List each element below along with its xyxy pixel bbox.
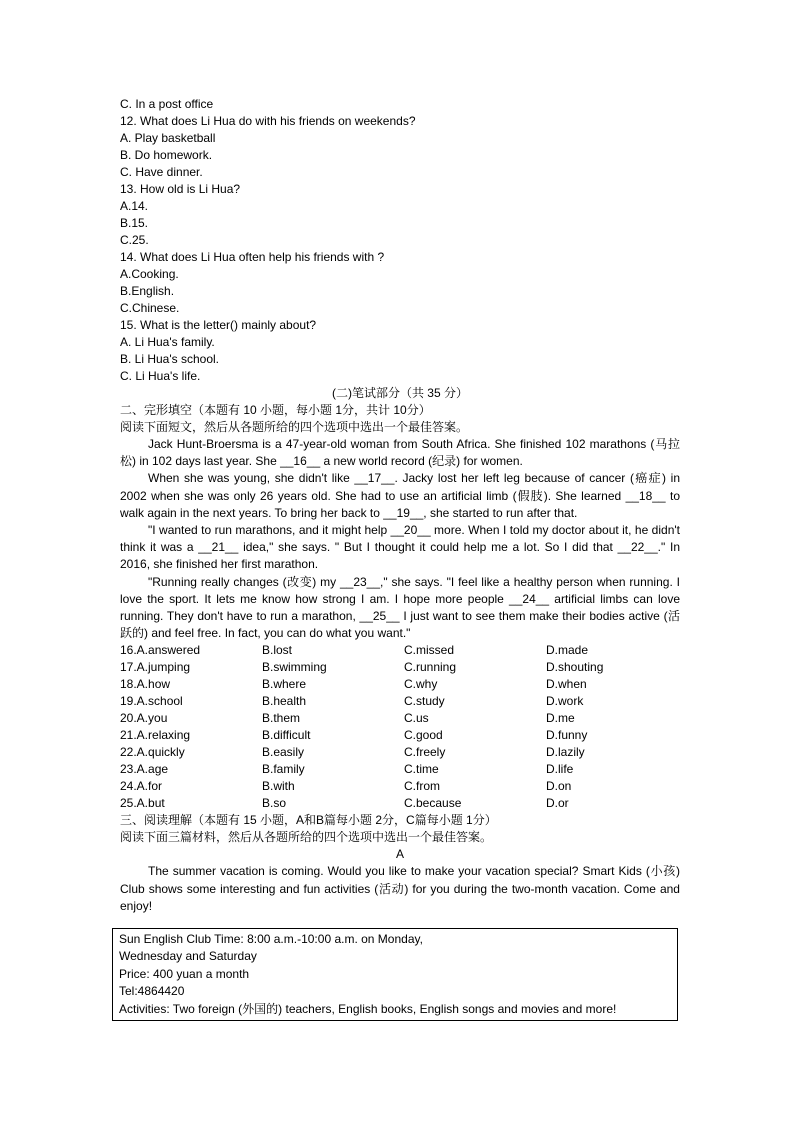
cloze-option: D.or (546, 796, 569, 811)
cloze-option: B.lost (262, 643, 293, 658)
cloze-option: B.where (262, 677, 307, 692)
cloze-option: B.difficult (262, 728, 311, 743)
cloze-option: C.study (404, 694, 445, 709)
cloze-option: 25.A.but (120, 796, 165, 811)
cloze-paragraph: When she was young, she didn't like __17__. Jacky lost her left leg because of cancer (癌症) in 2002 when she was only 26 years old. She had to use an artificial limb (假肢). She learned __18__ to walk again in the next years. To bring her back to __19__, she started to run after that. (120, 471, 680, 520)
cloze-option: 20.A.you (120, 711, 168, 726)
cloze-option: C.good (404, 728, 443, 743)
listening-line: B. Li Hua's school. (120, 352, 220, 366)
cloze-option: C.why (404, 677, 438, 692)
listening-line: 13. How old is Li Hua? (120, 182, 241, 196)
reading-heading: 三、阅读理解（本题有 15 小题，A和B篇每小题 2分，C篇每小题 1分） (120, 813, 497, 828)
cloze-option: C.freely (404, 745, 446, 760)
club-info-box (112, 928, 678, 1021)
cloze-heading: 二、完形填空（本题有 10 小题，每小题 1分，共计 10分） (120, 403, 431, 417)
cloze-option-row (120, 642, 680, 659)
cloze-option: D.made (546, 643, 589, 658)
cloze-option-row (120, 710, 680, 727)
cloze-option: C.running (404, 660, 457, 675)
listening-questions (120, 96, 680, 385)
cloze-option: D.work (546, 694, 584, 709)
cloze-option: D.shouting (546, 660, 604, 675)
listening-line: A. Li Hua's family. (120, 335, 215, 349)
cloze-option: 24.A.for (120, 779, 163, 794)
cloze-option: D.funny (546, 728, 588, 743)
exam-page (120, 96, 680, 915)
listening-line: B.15. (120, 216, 149, 230)
cloze-option: C.time (404, 762, 439, 777)
cloze-option-row (120, 659, 680, 676)
listening-line: C. Li Hua's life. (120, 369, 201, 383)
cloze-option: D.life (546, 762, 574, 777)
cloze-option: 17.A.jumping (120, 660, 191, 675)
cloze-option: B.so (262, 796, 287, 811)
listening-line: B. Do homework. (120, 148, 213, 162)
cloze-option-row (120, 693, 680, 710)
cloze-paragraph: "I wanted to run marathons, and it might help __20__ more. When I told my doctor about it, he didn't think it was a __21__ idea," she says. " But I thought it could help me a lot. So I did that __22__." In 2016, she finished her first marathon. (120, 523, 680, 572)
listening-line: 14. What does Li Hua often help his friends with ? (120, 250, 385, 264)
listening-line: A.Cooking. (120, 267, 179, 281)
listening-line: B.English. (120, 284, 175, 298)
cloze-option: C.because (404, 796, 462, 811)
cloze-option: D.when (546, 677, 587, 692)
cloze-option: 18.A.how (120, 677, 171, 692)
cloze-option: C.missed (404, 643, 455, 658)
listening-line: A. Play basketball (120, 131, 216, 145)
box-line: Wednesday and Saturday (119, 949, 257, 964)
cloze-option: B.swimming (262, 660, 327, 675)
cloze-paragraph: "Running really changes (改变) my __23__," she says. "I feel like a healthy person when running. I love the sport. It lets me know how strong I am. I hope more people __24__ artificial limbs can love running. They don't have to run a marathon, __25__ I just want to see them make their bodies active (活跃的) and feel free. In fact, you can do what you want." (120, 574, 680, 641)
cloze-option-row (120, 744, 680, 761)
listening-line: C. In a post office (120, 97, 214, 111)
box-line: Activities: Two foreign (外国的) teachers, English books, English songs and movies and more! (119, 1001, 617, 1016)
cloze-option: B.with (262, 779, 295, 794)
passage-label: A (395, 847, 404, 862)
box-line: Tel:4864420 (119, 984, 185, 999)
listening-line: 15. What is the letter() mainly about? (120, 318, 317, 332)
cloze-option: 22.A.quickly (120, 745, 185, 760)
cloze-option: D.lazily (546, 745, 585, 760)
reading-instruction: 阅读下面三篇材料，然后从各题所给的四个选项中选出一个最佳答案。 (120, 830, 493, 845)
cloze-options-table (120, 642, 680, 812)
cloze-option: D.me (546, 711, 575, 726)
cloze-option: B.family (262, 762, 305, 777)
cloze-paragraph: Jack Hunt-Broersma is a 47-year-old woman from South Africa. She finished 102 marathons (马拉松) in 102 days last year. She __16__ a new world record (纪录) for women. (120, 437, 680, 469)
cloze-option: 21.A.relaxing (120, 728, 191, 743)
cloze-option: C.from (404, 779, 440, 794)
passage-intro: The summer vacation is coming. Would you like to make your vacation special? Smart Kids (小孩) Club shows some interesting and fun activities (活动) for you during the two-month vacation. Come and enjoy! (120, 864, 680, 913)
cloze-option: B.easily (262, 745, 305, 760)
cloze-option-row (120, 761, 680, 778)
cloze-option-row (120, 795, 680, 812)
listening-line: C.25. (120, 233, 149, 247)
listening-line: C. Have dinner. (120, 165, 203, 179)
cloze-option-row (120, 676, 680, 693)
cloze-instruction: 阅读下面短文，然后从各题所给的四个选项中选出一个最佳答案。 (120, 420, 469, 434)
listening-line: A.14. (120, 199, 149, 213)
box-line: Sun English Club Time: 8:00 a.m.-10:00 a.m. on Monday, (119, 932, 423, 946)
cloze-option: 16.A.answered (120, 643, 201, 658)
cloze-option: 23.A.age (120, 762, 169, 777)
cloze-option-row (120, 727, 680, 744)
cloze-option: C.us (404, 711, 429, 726)
cloze-option: B.them (262, 711, 301, 726)
listening-line: C.Chinese. (120, 301, 180, 315)
cloze-option: D.on (546, 779, 572, 794)
box-line: Price: 400 yuan a month (119, 966, 250, 981)
written-section-title: (二)笔试部分（共 35 分） (331, 386, 468, 400)
cloze-option-row (120, 778, 680, 795)
cloze-option: B.health (262, 694, 307, 709)
cloze-option: 19.A.school (120, 694, 183, 709)
listening-line: 12. What does Li Hua do with his friends on weekends? (120, 114, 416, 128)
